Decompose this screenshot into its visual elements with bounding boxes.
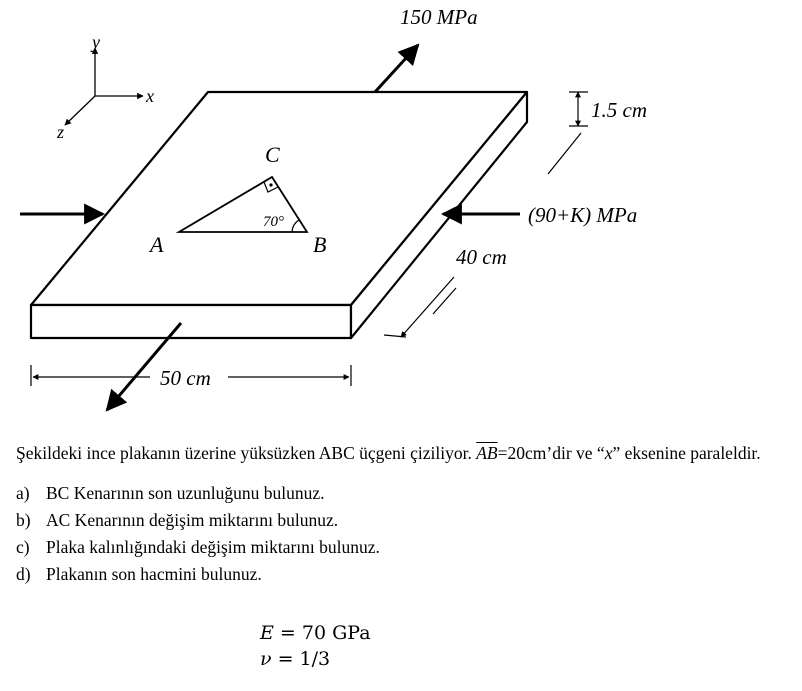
intro-part-2: =20cm’dir ve “ (497, 443, 605, 463)
intro-part-1: Şekildeki ince plakanın üzerine yüksüzken ABC üçgeni çiziliyor. (16, 443, 477, 463)
given-symbol: E (260, 622, 274, 644)
stress-x-label: (90+K) MPa (528, 203, 638, 227)
vertex-a-label: A (150, 232, 164, 257)
z-axis-label: z (57, 122, 65, 142)
given-values (260, 620, 371, 672)
stress-z-arrow-back (375, 45, 418, 92)
given-value: = 1/3 (271, 648, 331, 670)
vertex-c-label: C (265, 142, 280, 167)
question-c (16, 534, 788, 561)
coordinate-axes (65, 48, 143, 125)
given-symbol: ν (260, 648, 272, 670)
angle-label: 70° (263, 214, 284, 230)
depth-label: 40 cm (456, 245, 507, 269)
given-poisson-ratio (260, 646, 371, 672)
stress-z-label: 150 MPa (400, 5, 478, 29)
x-axis-label: x (146, 86, 154, 106)
question-text: BC Kenarının son uzunluğunu bulunuz. (46, 483, 325, 503)
y-axis-label: y (92, 32, 100, 52)
z-axis (65, 96, 95, 125)
x-symbol: x (604, 443, 613, 463)
question-d (16, 561, 788, 588)
question-list (16, 480, 788, 588)
question-text: Plakanın son hacmini bulunuz. (46, 564, 262, 584)
plate-front-face (31, 305, 351, 338)
thickness-dimension (569, 92, 588, 126)
question-a (16, 480, 788, 507)
question-marker: a) (16, 483, 30, 503)
right-angle-dot (269, 183, 272, 186)
question-marker: b) (16, 510, 31, 530)
question-text: AC Kenarının değişim miktarını bulunuz. (46, 510, 339, 530)
given-elastic-modulus (260, 620, 371, 646)
problem-text (16, 440, 788, 588)
thickness-label: 1.5 cm (591, 98, 647, 122)
question-marker: c) (16, 537, 30, 557)
question-marker: d) (16, 564, 31, 584)
given-value: = 70 GPa (273, 622, 371, 644)
intro-part-3: ” eksenine paraleldir. (612, 443, 761, 463)
width-label: 50 cm (160, 366, 211, 390)
vertex-b-label: B (313, 232, 327, 257)
question-b (16, 507, 788, 534)
problem-intro (16, 440, 788, 466)
ab-symbol: $\overline{AB}$ (476, 443, 498, 463)
question-text: Plaka kalınlığındaki değişim miktarını bulunuz. (46, 537, 380, 557)
